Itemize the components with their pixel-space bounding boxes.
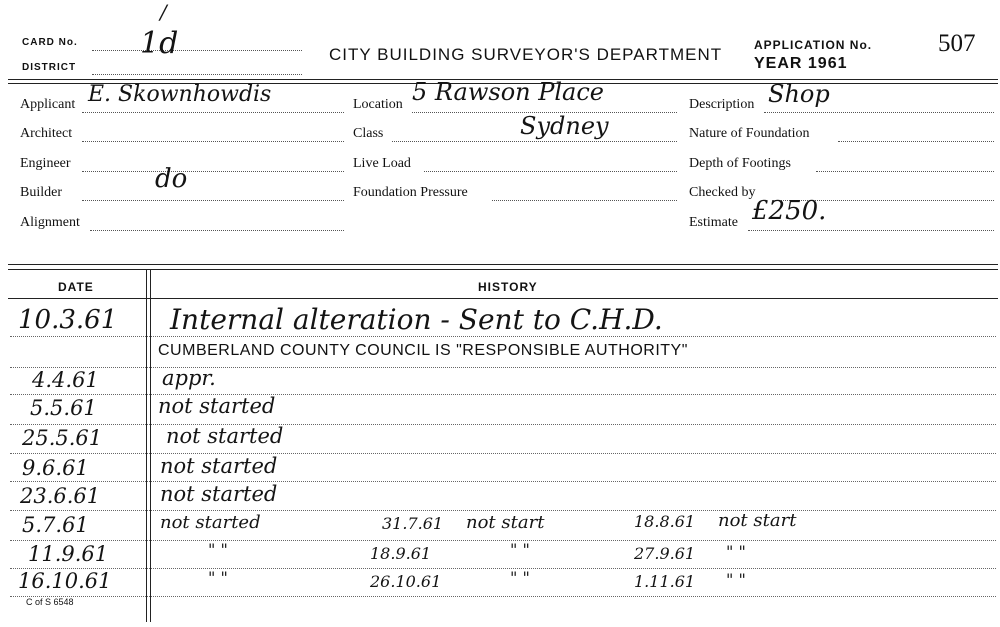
builder-line (82, 200, 344, 201)
row-entry-2: not start (466, 512, 545, 533)
row-entry-3: not start (718, 510, 797, 531)
row-entry-2: " " (510, 568, 530, 587)
row-rule (10, 596, 996, 597)
row-date-3: 27.9.61 (634, 544, 696, 563)
description-line (764, 112, 994, 113)
row-entry: not started (160, 482, 278, 506)
row-rule (10, 540, 996, 541)
applicant-line (82, 112, 344, 113)
row-date: 5.7.61 (22, 513, 89, 537)
row-entry: not started (158, 394, 276, 418)
row-rule (10, 481, 996, 482)
builder-label: Builder (20, 185, 62, 200)
row-date: 23.6.61 (20, 484, 101, 508)
builder-value: do (155, 164, 188, 194)
history-header: HISTORY (478, 280, 538, 294)
row-date-2: 18.9.61 (370, 544, 432, 563)
row-entry-3: " " (726, 570, 746, 589)
district-label: DISTRICT (22, 62, 77, 73)
row-rule (10, 367, 996, 368)
year-label: YEAR 1961 (754, 55, 848, 72)
nature-of-foundation-line (838, 141, 994, 142)
depth-of-footings-line (816, 171, 994, 172)
card-no-label: CARD No. (22, 37, 78, 48)
form-footer-code: C of S 6548 (26, 597, 74, 607)
table-header-rule (8, 298, 998, 299)
nature-of-foundation-label: Nature of Foundation (689, 126, 810, 141)
application-number: 507 (938, 30, 976, 57)
row-entry: appr. (162, 366, 216, 390)
row-date: 10.3.61 (18, 305, 118, 335)
responsible-authority-stamp: CUMBERLAND COUNTY COUNCIL IS "RESPONSIBLE AUTHORITY" (158, 342, 688, 359)
row-entry: Internal alteration - Sent to C.H.D. (170, 303, 663, 336)
row-entry-3: " " (726, 542, 746, 561)
row-date: 16.10.61 (18, 569, 112, 593)
class-label: Class (353, 126, 384, 141)
details-rule-1 (8, 264, 998, 265)
row-entry: not started (160, 512, 261, 533)
row-date-3: 1.11.61 (634, 572, 696, 591)
application-label: APPLICATION No. (754, 38, 873, 52)
row-rule (10, 336, 996, 337)
foundation-pressure-label: Foundation Pressure (353, 185, 468, 200)
location-label: Location (353, 97, 403, 112)
checked-by-label: Checked by (689, 185, 756, 200)
row-date: 9.6.61 (22, 456, 89, 480)
live-load-label: Live Load (353, 156, 411, 171)
row-date: 25.5.61 (22, 426, 103, 450)
class-line (392, 141, 677, 142)
foundation-pressure-line (492, 200, 677, 201)
date-column-divider-2 (150, 270, 151, 622)
date-header: DATE (58, 280, 94, 294)
depth-of-footings-label: Depth of Footings (689, 156, 791, 171)
department-title: CITY BUILDING SURVEYOR'S DEPARTMENT (329, 45, 723, 64)
row-entry: " " (208, 568, 228, 587)
row-date: 4.4.61 (32, 368, 99, 392)
card-no-line (92, 50, 302, 51)
date-column-divider (146, 270, 147, 622)
live-load-line (424, 171, 677, 172)
row-entry: not started (166, 424, 284, 448)
pen-tick-mark: / (160, 0, 167, 24)
architect-line (82, 141, 344, 142)
description-label: Description (689, 97, 755, 112)
engineer-line (82, 171, 344, 172)
row-rule (10, 510, 996, 511)
architect-label: Architect (20, 126, 73, 141)
applicant-value: E. Skownhowdis (88, 82, 272, 107)
engineer-label: Engineer (20, 156, 71, 171)
row-rule (10, 568, 996, 569)
estimate-label: Estimate (689, 215, 738, 230)
row-rule (10, 453, 996, 454)
location-value-line2: Sydney (520, 112, 609, 140)
row-date-3: 18.8.61 (634, 512, 696, 531)
row-date: 5.5.61 (30, 396, 97, 420)
estimate-line (748, 230, 994, 231)
row-entry-2: " " (510, 540, 530, 559)
row-rule (10, 424, 996, 425)
row-date-2: 31.7.61 (382, 514, 444, 533)
description-value: Shop (768, 80, 830, 108)
alignment-line (90, 230, 344, 231)
row-entry: " " (208, 540, 228, 559)
location-value: 5 Rawson Place (412, 78, 604, 106)
row-date: 11.9.61 (28, 542, 109, 566)
row-entry: not started (160, 454, 278, 478)
district-line (92, 74, 302, 75)
card-no-value: 1d (140, 26, 179, 61)
row-date-2: 26.10.61 (370, 572, 442, 591)
estimate-value: £250. (752, 196, 827, 226)
applicant-label: Applicant (20, 97, 76, 112)
alignment-label: Alignment (20, 215, 80, 230)
details-rule-2 (8, 269, 998, 270)
